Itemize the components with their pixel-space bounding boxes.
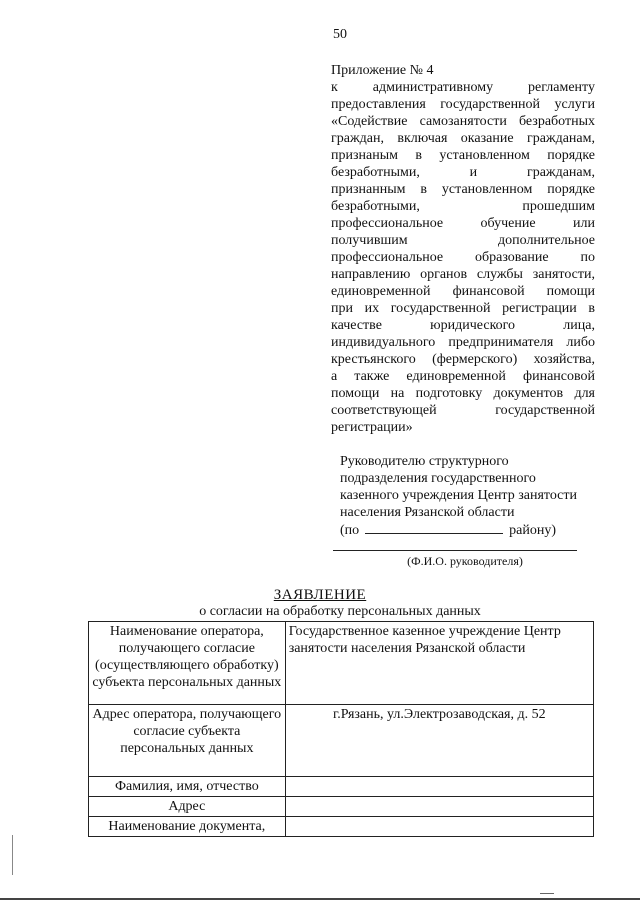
row-value-field[interactable] (285, 817, 593, 837)
row-value-field[interactable] (285, 797, 593, 817)
appendix-line: при их государственной регистрации в (331, 301, 595, 316)
table-row (89, 797, 594, 817)
row-value: Государственное казенное учреждение Центр занятости населения Рязанской области (285, 622, 593, 705)
appendix-line: помощи на подготовку документов для (331, 386, 595, 401)
row-label: Наименование оператора, получающего согласие (осуществляющего обработку) субъекта персональных данных (89, 622, 286, 705)
row-label: Адрес оператора, получающего согласие субъекта персональных данных (89, 705, 286, 777)
addressee-line: казенного учреждения Центр занятости (340, 488, 578, 503)
appendix-title: Приложение № 4 (331, 63, 434, 78)
table-row (89, 777, 594, 797)
addressee-line: Руководителю структурного (340, 454, 509, 469)
consent-table (88, 621, 594, 837)
appendix-header (331, 62, 595, 436)
appendix-line: безработными, прошедшим (331, 199, 595, 214)
row-label: Наименование документа, (89, 817, 286, 837)
addressee-block (340, 453, 595, 539)
fio-signature-line[interactable] (333, 550, 577, 551)
document-subtitle: о согласии на обработку персональных данных (199, 604, 481, 619)
addressee-line: населения Рязанской области (340, 505, 515, 520)
appendix-line: профессиональное образование по (331, 250, 595, 265)
row-label: Адрес (89, 797, 286, 817)
fio-caption: (Ф.И.О. руководителя) (407, 554, 523, 568)
scan-bottom-edge (0, 898, 640, 900)
district-line (340, 521, 595, 539)
table-row (89, 817, 594, 837)
row-value: г.Рязань, ул.Электрозаводская, д. 52 (285, 705, 593, 777)
appendix-line: соответствующей государственной (331, 403, 595, 418)
appendix-text (331, 79, 595, 436)
document-title: ЗАЯВЛЕНИЕ (273, 587, 367, 603)
appendix-line: крестьянского (фермерского) хозяйства, (331, 352, 595, 367)
appendix-line: признанным в установленном порядке (331, 182, 595, 197)
table-row (89, 622, 594, 705)
appendix-line: качестве юридического лица, (331, 318, 595, 333)
district-suffix: району) (509, 523, 557, 538)
row-value-field[interactable] (285, 777, 593, 797)
appendix-line: признаным в установленном порядке (331, 148, 595, 163)
appendix-line: направлению органов службы занятости, (331, 267, 595, 282)
appendix-line: получившим дополнительное (331, 233, 595, 248)
appendix-line: безработными, и гражданам, (331, 165, 595, 180)
appendix-line: «Содействие самозанятости безработных (331, 114, 595, 129)
scan-tick-mark (540, 893, 554, 894)
table-row (89, 705, 594, 777)
appendix-line: предоставления государственной услуги (331, 97, 595, 112)
appendix-line: к административному регламенту (331, 80, 595, 95)
district-prefix: (по (340, 523, 360, 538)
scan-margin-mark (12, 835, 13, 875)
row-label: Фамилия, имя, отчество (89, 777, 286, 797)
appendix-line: индивидуального предпринимателя либо (331, 335, 595, 350)
addressee-line: подразделения государственного (340, 471, 536, 486)
appendix-line: граждан, включая оказание гражданам, (331, 131, 595, 146)
district-blank-field[interactable] (365, 521, 503, 534)
appendix-line: регистрации» (331, 420, 413, 435)
appendix-line: а также единовременной финансовой (331, 369, 595, 384)
appendix-line: единовременной финансовой помощи (331, 284, 595, 299)
page-number: 50 (333, 27, 347, 42)
appendix-line: профессиональное обучение или (331, 216, 595, 231)
